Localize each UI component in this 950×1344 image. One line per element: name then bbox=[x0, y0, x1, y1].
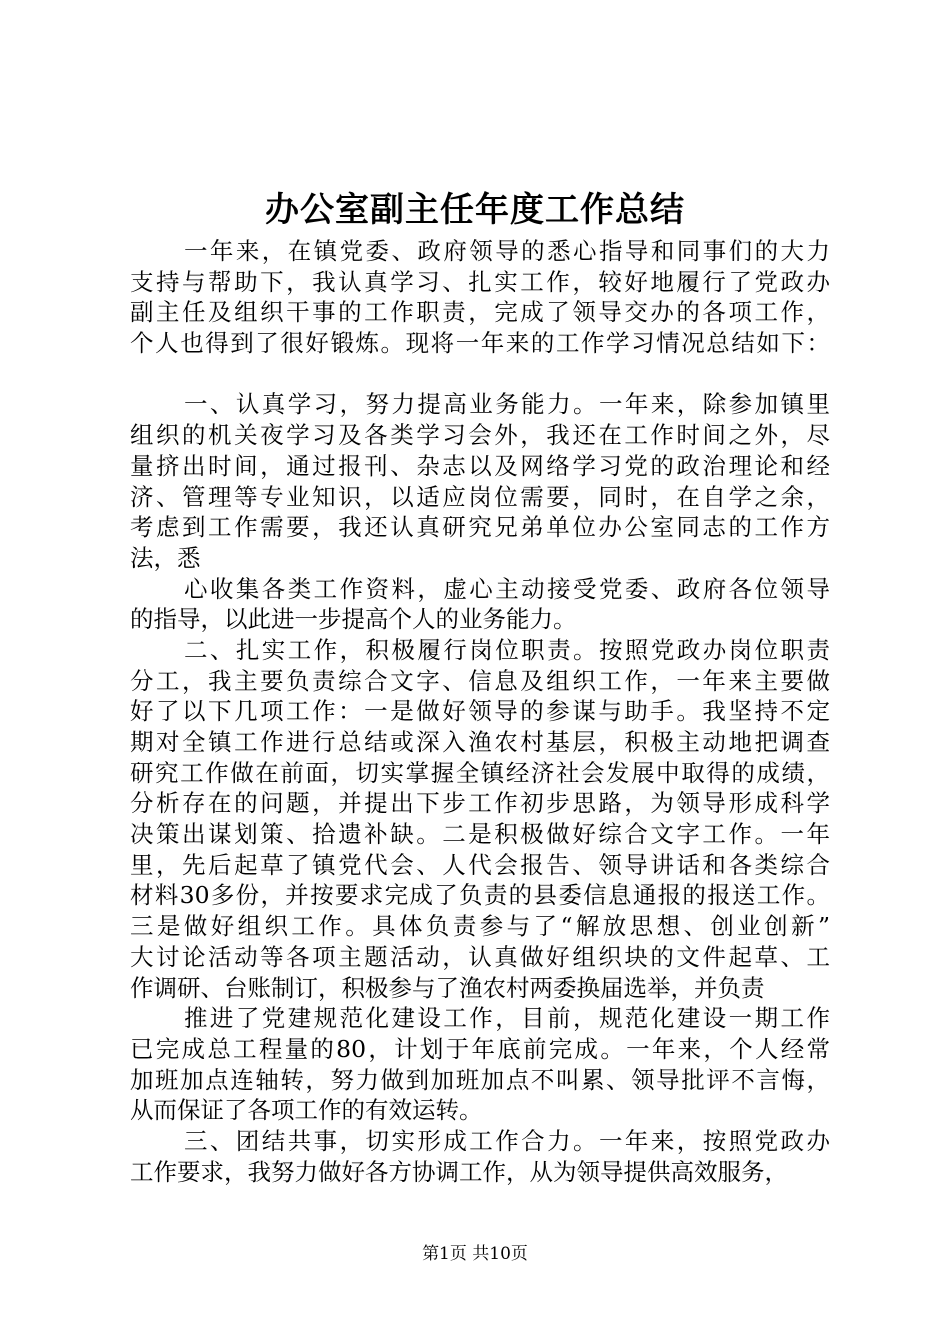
paragraph-line: 作调研、台账制订，积极参与了渔农村两委换届选举，并负责 bbox=[130, 973, 765, 1002]
blank-line bbox=[130, 359, 830, 390]
paragraph-line: 从而保证了各项工作的有效运转。 bbox=[130, 1096, 483, 1125]
document-title: 办公室副主任年度工作总结 bbox=[265, 190, 685, 230]
paragraph-line: 已完成总工程量的80，计划于年底前完成。一年来，个人经常 bbox=[130, 1034, 830, 1063]
paragraph-line: 好了以下几项工作：一是做好领导的参谋与助手。我坚持不定 bbox=[130, 697, 830, 726]
paragraph-line: 期对全镇工作进行总结或深入渔农村基层，积极主动地把调查 bbox=[130, 728, 830, 756]
paragraph-line: 二、扎实工作，积极履行岗位职责。按照党政办岗位职责 bbox=[184, 635, 830, 664]
paragraph-line: 分工，我主要负责综合文字、信息及组织工作，一年来主要做 bbox=[130, 666, 830, 695]
paragraph-line: 一年来，在镇党委、政府领导的悉心指导和同事们的大力 bbox=[184, 237, 830, 265]
paragraph-line: 工作要求，我努力做好各方协调工作，从为领导提供高效服务， bbox=[130, 1157, 788, 1186]
paragraph-line: 分析存在的问题，并提出下步工作初步思路，为领导形成科学 bbox=[130, 789, 830, 818]
paragraph-line: 组织的机关夜学习及各类学习会外，我还在工作时间之外，尽 bbox=[130, 421, 830, 450]
page-number-footer: 第1页 共10页 bbox=[422, 1244, 528, 1264]
paragraph-line: 加班加点连轴转，努力做到加班加点不叫累、领导批评不言悔， bbox=[130, 1065, 830, 1094]
paragraph-line: 支持与帮助下，我认真学习、扎实工作，较好地履行了党政办 bbox=[130, 267, 830, 296]
paragraph-line: 三是做好组织工作。具体负责参与了“解放思想、创业创新” bbox=[130, 912, 830, 941]
paragraph-line: 副主任及组织干事的工作职责，完成了领导交办的各项工作， bbox=[130, 298, 830, 327]
paragraph-line: 考虑到工作需要，我还认真研究兄弟单位办公室同志的工作方 bbox=[130, 513, 830, 542]
paragraph-line: 心收集各类工作资料，虚心主动接受党委、政府各位领导 bbox=[184, 574, 830, 603]
paragraph-line: 一、认真学习，努力提高业务能力。一年来，除参加镇里 bbox=[184, 390, 830, 419]
paragraph-line: 的指导，以此进一步提高个人的业务能力。 bbox=[130, 605, 577, 634]
paragraph-line: 推进了党建规范化建设工作，目前，规范化建设一期工作 bbox=[184, 1004, 830, 1033]
paragraph-line: 材料30多份，并按要求完成了负责的县委信息通报的报送工作。 bbox=[130, 881, 830, 910]
paragraph-line: 研究工作做在前面，切实掌握全镇经济社会发展中取得的成绩， bbox=[130, 758, 830, 787]
paragraph-line: 三、团结共事，切实形成工作合力。一年来，按照党政办 bbox=[184, 1126, 830, 1155]
document-body bbox=[130, 236, 830, 1187]
paragraph-line: 个人也得到了很好锻炼。现将一年来的工作学习情况总结如下： bbox=[130, 329, 830, 358]
paragraph-line: 法，悉 bbox=[130, 543, 201, 572]
paragraph-line: 大讨论活动等各项主题活动，认真做好组织块的文件起草、工 bbox=[130, 942, 830, 971]
paragraph-line: 里，先后起草了镇党代会、人代会报告、领导讲话和各类综合 bbox=[130, 850, 830, 879]
paragraph-line: 济、管理等专业知识，以适应岗位需要，同时，在自学之余， bbox=[130, 482, 830, 511]
paragraph-line: 量挤出时间，通过报刊、杂志以及网络学习党的政治理论和经 bbox=[130, 451, 830, 480]
paragraph-line: 决策出谋划策、拾遗补缺。二是积极做好综合文字工作。一年 bbox=[130, 820, 830, 849]
